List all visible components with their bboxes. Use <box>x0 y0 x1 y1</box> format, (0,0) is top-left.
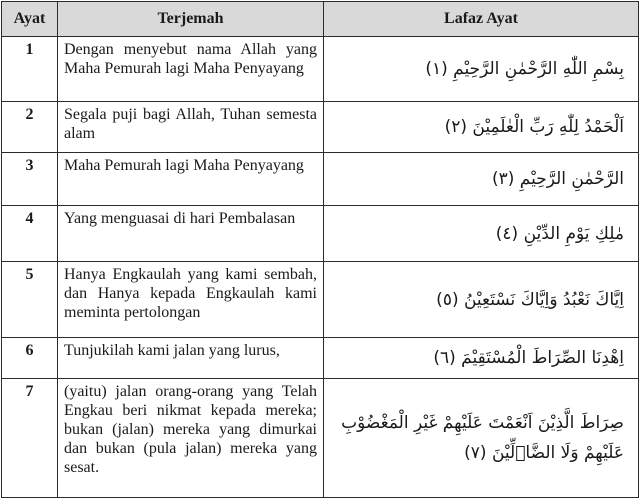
table-row <box>2 379 639 498</box>
table-row <box>2 153 639 206</box>
surah-translation-table <box>1 1 639 498</box>
arabic-verse-line: عَلَيْهِمْ وَلَا الضَّاۤلِّيْنَ (٧) <box>464 443 624 463</box>
table-row <box>2 262 639 338</box>
ayat-number: 6 <box>2 338 58 379</box>
table-row <box>2 102 639 153</box>
arabic-verse-line: الرَّحْمٰنِ الرَّحِيْمِ (٣) <box>491 169 624 189</box>
arabic-verse-line: بِسْمِ اللّٰهِ الرَّحْمٰنِ الرَّحِيْمِ (١) <box>425 59 624 79</box>
arabic-verse-line: مٰلِكِ يَوْمِ الدِّيْنِ (٤) <box>495 223 624 244</box>
ayat-number: 3 <box>2 153 58 206</box>
header-row <box>2 2 639 37</box>
translation-text: Segala puji bagi Allah, Tuhan semesta alam <box>58 102 324 153</box>
arabic-verse-line: اِهْدِنَا الصِّرَاطَ الْمُسْتَقِيْمَ (٦) <box>433 348 624 368</box>
translation-text: Dengan menyebut nama Allah yang Maha Pemurah lagi Maha Penyayang <box>58 37 324 102</box>
translation-text: Maha Pemurah lagi Maha Penyayang <box>58 153 324 206</box>
arabic-verse <box>324 206 639 262</box>
header-terjemah: Terjemah <box>58 2 324 37</box>
ayat-number: 4 <box>2 206 58 262</box>
ayat-number: 2 <box>2 102 58 153</box>
translation-text: (yaitu) jalan orang-orang yang Telah Engkau beri nikmat kepada mereka; bukan (jalan) mereka yang dimurkai dan bukan (pula jalan) mereka yang sesat. <box>58 379 324 498</box>
ayat-number: 1 <box>2 37 58 102</box>
header-lafaz: Lafaz Ayat <box>324 2 639 37</box>
arabic-verse-line: اَلْحَمْدُ لِلّٰهِ رَبِّ الْعٰلَمِيْنَ (٢) <box>444 117 624 137</box>
arabic-verse <box>324 37 639 102</box>
translation-text: Hanya Engkaulah yang kami sembah, dan Hanya kepada Engkaulah kami meminta pertolongan <box>58 262 324 338</box>
arabic-verse <box>324 262 639 338</box>
translation-text: Tunjukilah kami jalan yang lurus, <box>58 338 324 379</box>
arabic-verse <box>324 102 639 153</box>
arabic-verse-line: صِرَاطَ الَّذِيْنَ اَنْعَمْتَ عَلَيْهِمْ غَيْرِ الْمَغْضُوْبِ <box>341 413 624 433</box>
translation-text: Yang menguasai di hari Pembalasan <box>58 206 324 262</box>
arabic-verse <box>324 379 639 498</box>
header-ayat: Ayat <box>2 2 58 37</box>
ayat-number: 5 <box>2 262 58 338</box>
arabic-verse <box>324 153 639 206</box>
table-row <box>2 37 639 102</box>
ayat-number: 7 <box>2 379 58 498</box>
arabic-verse <box>324 338 639 379</box>
table-row <box>2 206 639 262</box>
arabic-verse-line: اِيَّاكَ نَعْبُدُ وَاِيَّاكَ نَسْتَعِيْنُ (٥) <box>436 289 624 310</box>
table-row <box>2 338 639 379</box>
